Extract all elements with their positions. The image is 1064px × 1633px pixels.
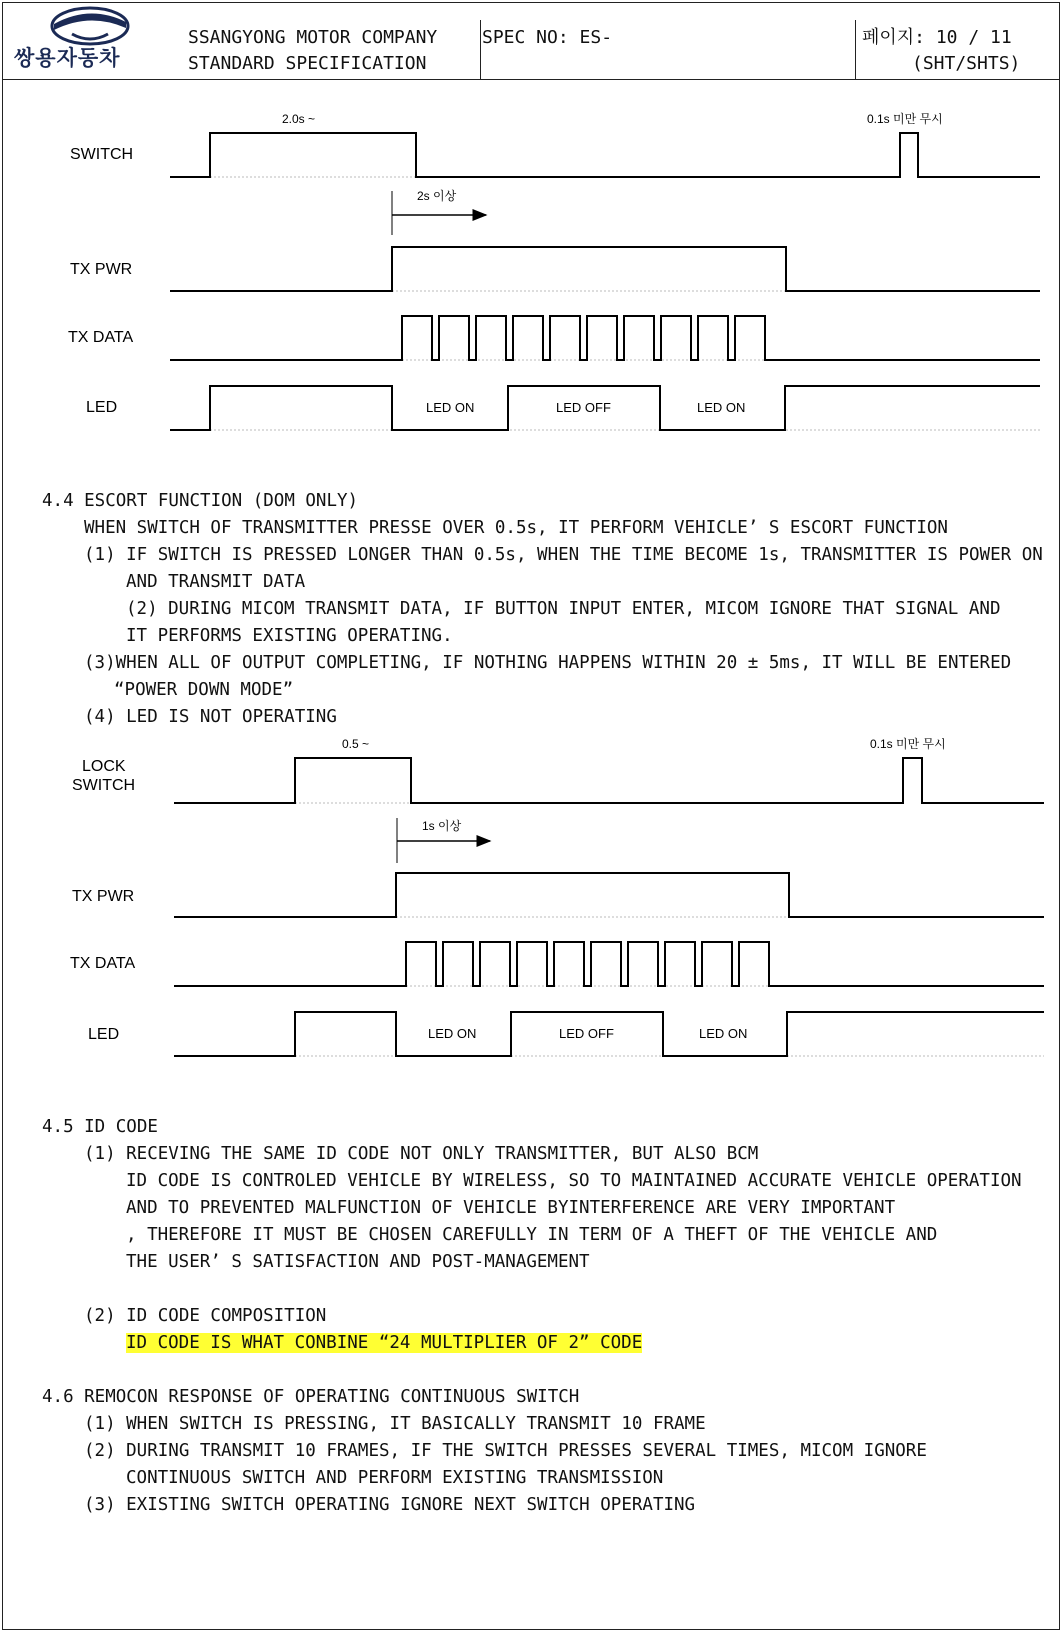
lock-label: LOCK [82,758,126,775]
section-4-5-line: , THEREFORE IT MUST BE CHOSEN CAREFULLY IN TERM OF A THEFT OF THE VEHICLE AND [126,1225,938,1245]
section-4-4-line: (2) DURING MICOM TRANSMIT DATA, IF BUTTON INPUT ENTER, MICOM IGNORE THAT SIGNAL AND [126,599,1001,619]
led-state-1: LED ON [426,400,475,415]
section-4-4-line: (4) LED IS NOT OPERATING [84,707,337,727]
document-type: STANDARD SPECIFICATION [188,53,427,74]
section-4-4-line: WHEN SWITCH OF TRANSMITTER PRESSE OVER 0.5s, IT PERFORM VEHICLE’ S ESCORT FUNCTION [84,518,948,538]
switch-label: SWITCH [70,146,134,163]
led-state-3: LED ON [697,400,746,415]
section-4-4-line: (3)WHEN ALL OF OUTPUT COMPLETING, IF NOTHING HAPPENS WITHIN 20 ± 5ms, IT WILL BE ENTERED [84,653,1012,673]
tx-pwr-waveform [170,247,1040,291]
press-time-annotation: 0.5 ~ [342,737,370,751]
logo-text: 쌍용자동차 [14,46,121,70]
tx-data-label: TX DATA [70,955,136,972]
section-4-4-line: “POWER DOWN MODE” [114,680,294,700]
tx-data-waveform [174,942,1044,986]
spec-number: SPEC NO: ES- [482,27,613,48]
section-4-4-line: IT PERFORMS EXISTING OPERATING. [126,626,453,646]
highlight-text: ID CODE IS WHAT CONBINE “24 MULTIPLIER OF 2” CODE [126,1333,643,1353]
section-4-5-title: 4.5 ID CODE [42,1117,158,1137]
section-4-5-line: (2) ID CODE COMPOSITION [84,1306,327,1326]
company-name: SSANGYONG MOTOR COMPANY [188,27,438,48]
led-state-2: LED OFF [556,400,611,415]
section-4-4-line: AND TRANSMIT DATA [126,572,306,592]
section-4-5-line: AND TO PREVENTED MALFUNCTION OF VEHICLE BYINTERFERENCE ARE VERY IMPORTANT [126,1198,896,1218]
led-state-3: LED ON [699,1026,748,1041]
timing-diagram-1 [0,95,1064,445]
lock-switch-waveform [174,758,1044,803]
switch-label: SWITCH [72,777,136,794]
section-4-6-line: (2) DURING TRANSMIT 10 FRAMES, IF THE SWITCH PRESSES SEVERAL TIMES, MICOM IGNORE [84,1441,927,1461]
section-4-4-title: 4.4 ESCORT FUNCTION (DOM ONLY) [42,491,359,511]
section-4-5-line: (1) RECEVING THE SAME ID CODE NOT ONLY TRANSMITTER, BUT ALSO BCM [84,1144,759,1164]
delay-annotation: 2s 이상 [417,189,457,203]
tx-pwr-label: TX PWR [70,261,133,278]
section-4-6-line: (3) EXISTING SWITCH OPERATING IGNORE NEXT SWITCH OPERATING [84,1495,696,1515]
section-4-5-line: ID CODE IS CONTROLED VEHICLE BY WIRELESS, SO TO MAINTAINED ACCURATE VEHICLE OPERATION [126,1171,1022,1191]
led-label: LED [86,399,118,416]
switch-waveform [170,133,1040,177]
section-4-6-title: 4.6 REMOCON RESPONSE OF OPERATING CONTINUOUS SWITCH [42,1387,580,1407]
tx-data-label: TX DATA [68,329,134,346]
sheet-count: (SHT/SHTS) [912,53,1021,74]
section-4-5-line: THE USER’ S SATISFACTION AND POST-MANAGEMENT [126,1252,590,1272]
section-4-6-line: CONTINUOUS SWITCH AND PERFORM EXISTING TRANSMISSION [126,1468,664,1488]
section-4-6-line: (1) WHEN SWITCH IS PRESSING, IT BASICALLY TRANSMIT 10 FRAME [84,1414,706,1434]
ignore-annotation: 0.1s 미만 무시 [867,112,943,126]
highlighted-id-code-line [126,1330,642,1357]
page-number: 페이지: 10 / 11 [862,27,1012,48]
tx-pwr-label: TX PWR [72,888,135,905]
tx-pwr-waveform [174,873,1044,917]
led-state-2: LED OFF [559,1026,614,1041]
delay-annotation: 1s 이상 [422,819,462,833]
timing-diagram-2 [0,728,1064,1068]
tx-data-waveform [170,316,1040,360]
led-label: LED [88,1026,120,1043]
ignore-annotation: 0.1s 미만 무시 [870,737,946,751]
press-time-annotation: 2.0s ~ [282,112,316,126]
led-state-1: LED ON [428,1026,477,1041]
section-4-4-line: (1) IF SWITCH IS PRESSED LONGER THAN 0.5s, WHEN THE TIME BECOME 1s, TRANSMITTER IS POWER ON [84,545,1043,565]
